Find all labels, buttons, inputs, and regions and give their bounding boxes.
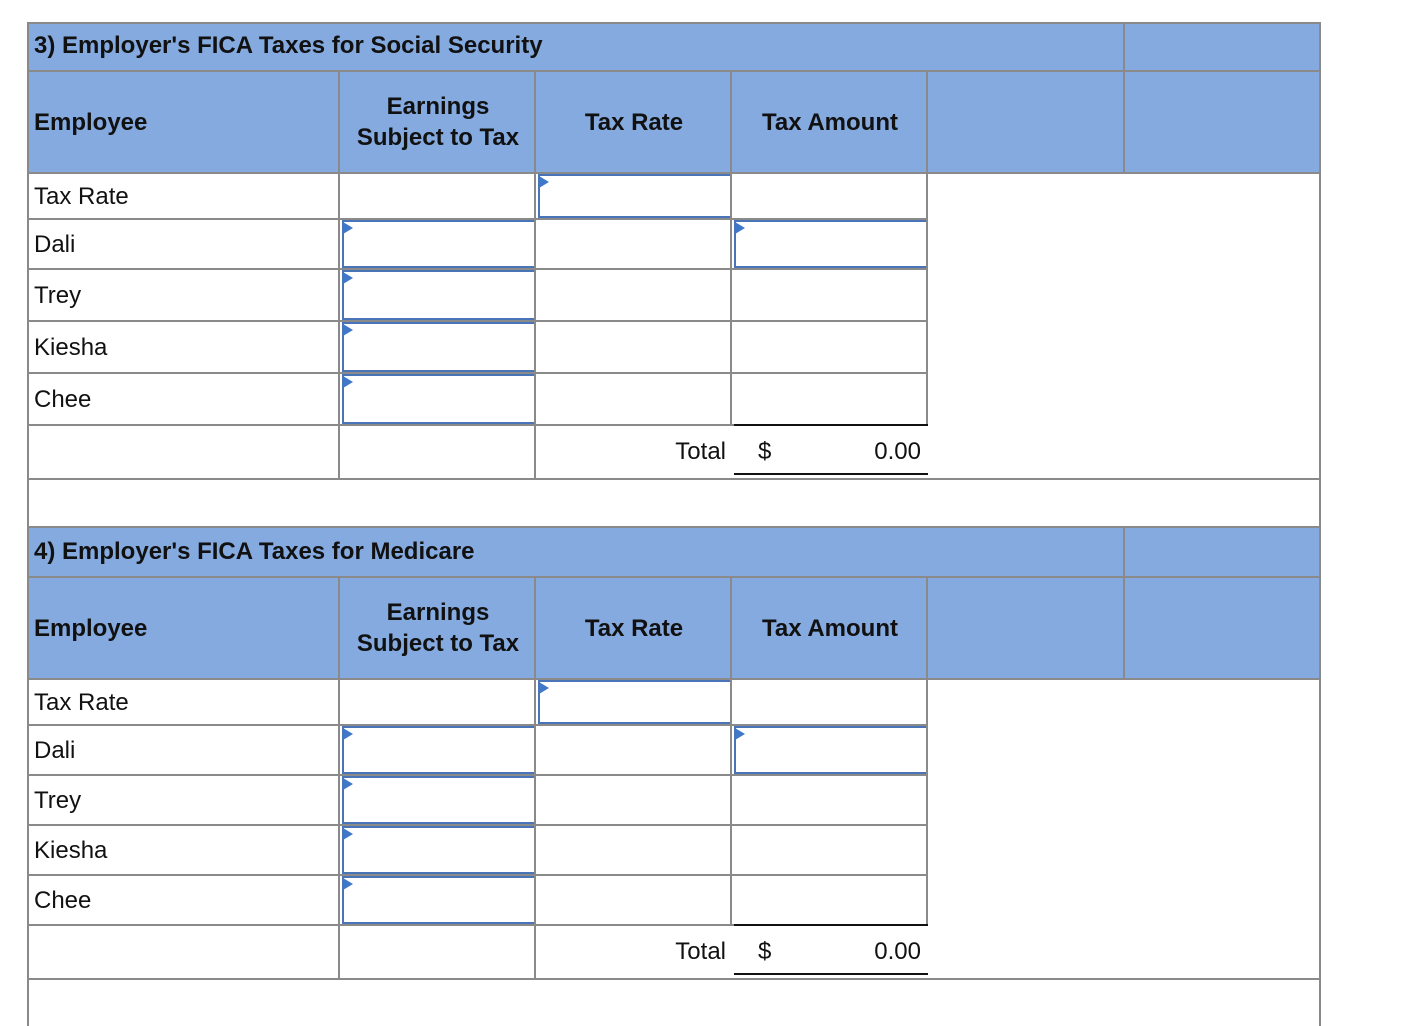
med-dali-tax-amount-input[interactable]: [734, 726, 928, 774]
med-row-label-chee: Chee: [34, 887, 92, 914]
med-earnings-header-line1: Earnings: [386, 599, 490, 626]
ss-row-label-chee: Chee: [34, 386, 92, 413]
ss-total-currency: $: [758, 438, 772, 465]
med-employee-header: Employee: [27, 577, 340, 679]
med-trey-earnings-input[interactable]: [342, 776, 536, 824]
med-total-currency: $: [758, 938, 772, 965]
ss-employee-header: Employee: [27, 71, 340, 173]
ss-tax-rate-input[interactable]: [538, 174, 732, 218]
ss-dali-earnings-input[interactable]: [342, 220, 536, 268]
fica-worksheet: [27, 22, 1321, 1026]
med-tax-rate-input[interactable]: [538, 680, 732, 724]
ss-trey-earnings-input[interactable]: [342, 270, 536, 320]
med-row-label-tax-rate: Tax Rate: [34, 689, 129, 716]
med-total-value: 0.00: [874, 938, 921, 965]
ss-row-label-dali: Dali: [34, 231, 76, 258]
med-total-top-rule: [734, 924, 928, 926]
medicare-title: 4) Employer's FICA Taxes for Medicare: [27, 528, 1125, 576]
med-chee-earnings-input[interactable]: [342, 876, 536, 924]
social-security-title-extra-cell: [1125, 22, 1321, 70]
med-tax-rate-header: Tax Rate: [536, 577, 732, 679]
med-row-label-dali: Dali: [34, 737, 76, 764]
ss-total-top-rule: [734, 424, 928, 426]
med-total-label: Total: [675, 938, 726, 965]
ss-earnings-header-line2: Subject to Tax: [356, 124, 520, 151]
med-tax-amount-header: Tax Amount: [732, 577, 928, 679]
ss-chee-earnings-input[interactable]: [342, 374, 536, 424]
ss-total-label: Total: [675, 438, 726, 465]
ss-row-label-trey: Trey: [34, 282, 82, 309]
ss-tax-amount-header: Tax Amount: [732, 71, 928, 173]
med-row-label-trey: Trey: [34, 787, 82, 814]
social-security-title: 3) Employer's FICA Taxes for Social Security: [27, 22, 1125, 70]
med-kiesha-earnings-input[interactable]: [342, 826, 536, 874]
ss-dali-tax-amount-input[interactable]: [734, 220, 928, 268]
ss-row-label-tax-rate: Tax Rate: [34, 183, 129, 210]
ss-earnings-header-line1: Earnings: [386, 93, 490, 120]
ss-tax-rate-header: Tax Rate: [536, 71, 732, 173]
ss-row-label-kiesha: Kiesha: [34, 334, 108, 361]
med-earnings-header: [340, 577, 536, 679]
ss-kiesha-earnings-input[interactable]: [342, 322, 536, 372]
medicare-title-extra-cell: [1125, 528, 1321, 576]
ss-earnings-header: [340, 71, 536, 173]
med-earnings-header-line2: Subject to Tax: [356, 630, 520, 657]
ss-total-value: 0.00: [874, 438, 921, 465]
med-dali-earnings-input[interactable]: [342, 726, 536, 774]
med-row-label-kiesha: Kiesha: [34, 837, 108, 864]
